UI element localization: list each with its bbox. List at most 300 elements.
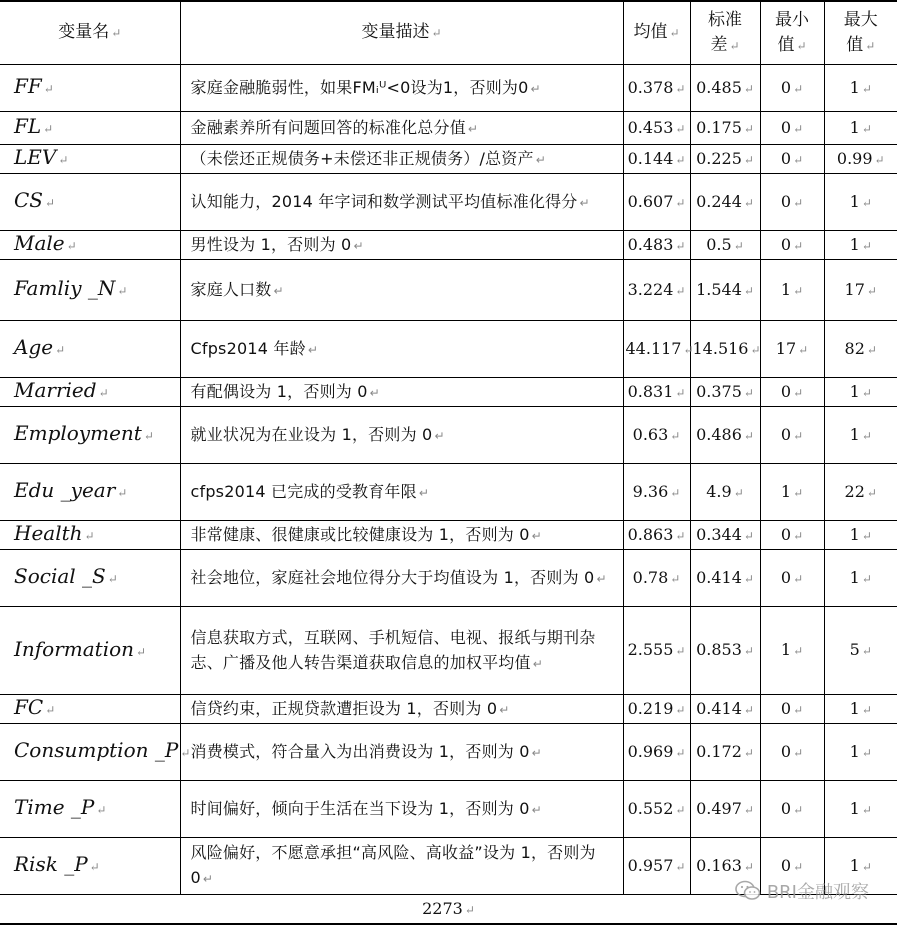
cell-sd-text: 14.516 <box>692 338 749 358</box>
table-row <box>0 781 897 838</box>
cell-min <box>760 695 824 724</box>
wechat-icon <box>735 880 761 902</box>
paragraph-mark-icon: ↵ <box>530 81 541 96</box>
cell-variable <box>0 607 180 695</box>
cell-sd-text: 0.485 <box>696 77 742 97</box>
cell-min-text: 1 <box>780 481 792 501</box>
cell-max <box>824 145 897 174</box>
cell-sd-text: 0.175 <box>696 117 742 137</box>
header-description: 变量描述 ↵ <box>180 1 623 65</box>
cell-description <box>180 174 623 231</box>
cell-sd-text: 0.344 <box>696 524 742 544</box>
header-sd: 标准差 ↵ <box>690 1 760 65</box>
header-min: 最小值 ↵ <box>760 1 824 65</box>
cell-sd <box>690 378 760 407</box>
paragraph-mark-icon: ↵ <box>793 283 804 298</box>
paragraph-mark-icon: ↵ <box>45 196 56 210</box>
cell-description-text: 家庭人口数 <box>190 279 272 299</box>
paragraph-mark-icon: ↵ <box>43 122 54 136</box>
watermark <box>735 878 869 904</box>
cell-mean-text: 0.219 <box>627 698 674 718</box>
paragraph-mark-icon: ↵ <box>793 859 804 874</box>
paragraph-mark-icon: ↵ <box>861 238 872 253</box>
cell-sd <box>690 65 760 112</box>
paragraph-mark-icon: ↵ <box>675 745 686 760</box>
cell-variable-text: Time _P <box>14 795 95 819</box>
paragraph-mark-icon: ↵ <box>793 195 804 210</box>
paragraph-mark-icon: ↵ <box>861 859 872 874</box>
cell-max-text: 1 <box>849 741 860 761</box>
cell-variable <box>0 65 180 112</box>
cell-variable-text: Famliy _N <box>14 276 116 300</box>
cell-min <box>760 378 824 407</box>
paragraph-mark-icon: ↵ <box>743 802 754 817</box>
cell-mean-text: 2.555 <box>627 640 674 659</box>
cell-sd-text: 0.497 <box>696 798 742 818</box>
cell-max-text: 1 <box>849 381 860 401</box>
cell-sd <box>690 231 760 260</box>
paragraph-mark-icon: ↵ <box>531 528 542 543</box>
paragraph-mark-icon: ↵ <box>683 342 694 357</box>
cell-mean <box>623 781 690 838</box>
cell-sd-text: 0.853 <box>696 640 742 659</box>
paragraph-mark-icon: ↵ <box>743 702 754 717</box>
paragraph-mark-icon: ↵ <box>793 152 804 167</box>
paragraph-mark-icon: ↵ <box>675 859 686 874</box>
cell-variable <box>0 838 180 895</box>
cell-variable <box>0 145 180 174</box>
cell-mean <box>623 260 690 321</box>
cell-description-text: 家庭金融脆弱性，如果FMᵢᵁ<0设为1，否则为0 <box>190 77 529 97</box>
paragraph-mark-icon: ↵ <box>793 802 804 817</box>
cell-description-text: cfps2014 已完成的受教育年限 <box>190 481 417 501</box>
cell-sd-text: 0.5 <box>706 234 732 254</box>
paragraph-mark-icon: ↵ <box>58 153 69 167</box>
cell-max-text: 22 <box>844 481 865 501</box>
cell-variable-text: Edu _year <box>14 478 116 502</box>
cell-sd-text: 0.172 <box>696 741 742 761</box>
paragraph-mark-icon: ↵ <box>675 121 686 136</box>
paragraph-mark-icon: ↵ <box>861 745 872 760</box>
table-row <box>0 695 897 724</box>
cell-min <box>760 607 824 695</box>
paragraph-mark-icon: ↵ <box>535 152 546 167</box>
cell-min <box>760 231 824 260</box>
cell-max <box>824 464 897 521</box>
cell-sd-text: 4.9 <box>706 481 732 501</box>
cell-min <box>760 464 824 521</box>
cell-variable <box>0 321 180 378</box>
cell-sd <box>690 321 760 378</box>
cell-max <box>824 607 897 695</box>
cell-description-text: 社会地位，家庭社会地位得分大于均值设为 1，否则为 0 <box>190 567 595 587</box>
paragraph-mark-icon: ↵ <box>96 803 107 817</box>
cell-sd-text: 0.414 <box>696 698 742 718</box>
cell-description <box>180 550 623 607</box>
cell-sd <box>690 695 760 724</box>
cell-max-text: 1 <box>849 77 860 97</box>
cell-variable-text: LEV <box>14 145 57 169</box>
cell-mean-text: 0.483 <box>627 234 674 254</box>
cell-variable <box>0 378 180 407</box>
paragraph-mark-icon: ↵ <box>793 485 804 500</box>
paragraph-mark-icon: ↵ <box>467 121 479 136</box>
cell-description <box>180 231 623 260</box>
paragraph-mark-icon: ↵ <box>43 82 54 96</box>
cell-min <box>760 321 824 378</box>
paragraph-mark-icon: ↵ <box>670 428 681 443</box>
paragraph-mark-icon: ↵ <box>89 860 100 874</box>
table-header-row <box>0 1 897 65</box>
cell-max-text: 1 <box>849 424 860 444</box>
paragraph-mark-icon: ↵ <box>861 802 872 817</box>
cell-min-text: 0 <box>780 567 792 587</box>
paragraph-mark-icon: ↵ <box>418 485 430 500</box>
cell-min-text: 0 <box>780 234 792 254</box>
cell-variable <box>0 407 180 464</box>
paragraph-mark-icon: ↵ <box>117 486 128 500</box>
cell-variable-text: Male <box>14 231 65 255</box>
table-row <box>0 378 897 407</box>
paragraph-mark-icon: ↵ <box>743 152 754 167</box>
paragraph-mark-icon: ↵ <box>743 121 754 136</box>
cell-description <box>180 145 623 174</box>
paragraph-mark-icon: ↵ <box>675 81 686 96</box>
cell-mean <box>623 695 690 724</box>
paragraph-mark-icon: ↵ <box>675 238 686 253</box>
cell-mean <box>623 407 690 464</box>
paragraph-mark-icon: ↵ <box>675 802 686 817</box>
cell-max <box>824 378 897 407</box>
cell-min-text: 0 <box>780 148 792 168</box>
paragraph-mark-icon: ↵ <box>743 81 754 96</box>
cell-mean-text: 44.117 <box>625 338 682 358</box>
header-max: 最大值 ↵ <box>824 1 897 65</box>
cell-min-text: 0 <box>780 381 792 401</box>
cell-min-text: 1 <box>780 640 792 659</box>
cell-max <box>824 321 897 378</box>
cell-min-text: 17 <box>775 338 797 358</box>
header-var-name: 变量名 ↵ <box>0 1 180 65</box>
cell-min-text: 0 <box>780 117 792 137</box>
cell-mean <box>623 607 690 695</box>
cell-description-text: 信息获取方式，互联网、手机短信、电视、报纸与期刊杂志、广播及他人转告渠道获取信息的加权平均值 <box>190 627 596 672</box>
cell-description <box>180 464 623 521</box>
cell-variable <box>0 550 180 607</box>
paragraph-mark-icon: ↵ <box>861 428 872 443</box>
cell-mean <box>623 550 690 607</box>
cell-mean-text: 0.957 <box>627 855 674 875</box>
paragraph-mark-icon: ↵ <box>733 238 744 253</box>
cell-min <box>760 145 824 174</box>
cell-min <box>760 781 824 838</box>
cell-max <box>824 65 897 112</box>
cell-variable <box>0 260 180 321</box>
cell-sd <box>690 145 760 174</box>
cell-max-text: 1 <box>849 191 860 211</box>
cell-mean <box>623 231 690 260</box>
cell-variable-text: Information <box>14 636 135 661</box>
cell-min <box>760 724 824 781</box>
paragraph-mark-icon: ↵ <box>66 239 77 253</box>
table-row <box>0 464 897 521</box>
watermark-text: BRI金融观察 <box>766 882 869 903</box>
cell-sd <box>690 724 760 781</box>
paragraph-mark-icon: ↵ <box>733 485 744 500</box>
paragraph-mark-icon: ↵ <box>180 746 191 760</box>
table-row <box>0 65 897 112</box>
cell-mean-text: 0.863 <box>627 524 674 544</box>
cell-max-text: 5 <box>849 640 860 659</box>
cell-description <box>180 695 623 724</box>
cell-mean-text: 3.224 <box>627 279 674 299</box>
cell-mean-text: 0.453 <box>627 117 674 137</box>
paragraph-mark-icon: ↵ <box>743 283 754 298</box>
cell-sd-text: 0.244 <box>696 191 742 211</box>
cell-max-text: 1 <box>849 855 860 875</box>
paragraph-mark-icon: ↵ <box>866 283 877 298</box>
cell-mean <box>623 321 694 378</box>
cell-sd-text: 0.225 <box>696 148 742 168</box>
cell-variable-text: FF <box>14 74 42 98</box>
paragraph-mark-icon: ↵ <box>743 571 754 586</box>
paragraph-mark-icon: ↵ <box>743 859 754 874</box>
cell-description-text: 信贷约束，正规贷款遭拒设为 1，否则为 0 <box>190 698 498 718</box>
cell-variable-text: Social _S <box>14 564 106 588</box>
cell-mean <box>623 464 690 521</box>
cell-max-text: 17 <box>844 279 865 299</box>
cell-mean-text: 0.144 <box>627 148 674 168</box>
cell-sd <box>690 781 760 838</box>
paragraph-mark-icon: ↵ <box>675 385 686 400</box>
cell-variable-text: Employment <box>14 421 142 445</box>
cell-max <box>824 781 897 838</box>
cell-sd <box>690 521 760 550</box>
paragraph-mark-icon: ↵ <box>861 121 872 136</box>
table-row <box>0 724 897 781</box>
cell-description <box>180 781 623 838</box>
cell-description-text: 有配偶设为 1，否则为 0 <box>190 381 368 401</box>
paragraph-mark-icon: ↵ <box>743 428 754 443</box>
paragraph-mark-icon: ↵ <box>675 283 686 298</box>
cell-mean <box>623 174 690 231</box>
table-row <box>0 607 897 695</box>
cell-min-text: 1 <box>780 279 792 299</box>
cell-min-text: 0 <box>780 798 792 818</box>
cell-sd <box>690 464 760 521</box>
cell-mean <box>623 112 690 145</box>
paragraph-mark-icon: ↵ <box>499 702 510 717</box>
paragraph-mark-icon: ↵ <box>866 342 877 357</box>
table-row <box>0 521 897 550</box>
cell-max <box>824 231 897 260</box>
paragraph-mark-icon: ↵ <box>743 528 754 543</box>
cell-min-text: 0 <box>780 855 792 875</box>
cell-max <box>824 260 897 321</box>
paragraph-mark-icon: ↵ <box>798 342 809 357</box>
cell-min <box>760 65 824 112</box>
paragraph-mark-icon: ↵ <box>434 428 445 443</box>
paragraph-mark-icon: ↵ <box>531 802 542 817</box>
paragraph-mark-icon: ↵ <box>874 152 885 167</box>
paragraph-mark-icon: ↵ <box>55 343 66 357</box>
cell-description-text: 消费模式，符合量入为出消费设为 1，否则为 0 <box>190 741 530 761</box>
cell-sd-text: 0.375 <box>696 381 742 401</box>
cell-mean <box>623 378 690 407</box>
cell-min <box>760 260 824 321</box>
paragraph-mark-icon: ↵ <box>45 703 56 717</box>
cell-max-text: 1 <box>849 798 860 818</box>
paragraph-mark-icon: ↵ <box>793 385 804 400</box>
cell-min-text: 0 <box>780 741 792 761</box>
cell-description-text: 男性设为 1，否则为 0 <box>190 234 352 254</box>
paragraph-mark-icon: ↵ <box>861 195 872 210</box>
paragraph-mark-icon: ↵ <box>793 702 804 717</box>
cell-sd <box>690 112 760 145</box>
cell-description-text: 时间偏好，倾向于生活在当下设为 1，否则为 0 <box>190 798 530 818</box>
cell-mean <box>623 145 690 174</box>
paragraph-mark-icon: ↵ <box>793 428 804 443</box>
paragraph-mark-icon: ↵ <box>307 342 319 357</box>
cell-variable-text: Risk _P <box>14 852 88 876</box>
cell-variable <box>0 521 180 550</box>
cell-max <box>824 112 897 145</box>
cell-min <box>760 550 824 607</box>
table-row <box>0 174 897 231</box>
cell-variable <box>0 695 180 724</box>
cell-description <box>180 112 623 145</box>
paragraph-mark-icon: ↵ <box>369 385 380 400</box>
paragraph-mark-icon: ↵ <box>202 872 214 886</box>
paragraph-mark-icon: ↵ <box>866 485 877 500</box>
cell-sd-text: 0.414 <box>696 567 742 587</box>
paragraph-mark-icon: ↵ <box>861 702 872 717</box>
paragraph-mark-icon: ↵ <box>531 745 542 760</box>
cell-variable <box>0 724 191 781</box>
cell-min <box>760 174 824 231</box>
cell-variable <box>0 174 180 231</box>
paragraph-mark-icon: ↵ <box>273 283 284 298</box>
cell-max <box>824 407 897 464</box>
paragraph-mark-icon: ↵ <box>136 644 147 659</box>
cell-mean <box>623 521 690 550</box>
cell-description-text: 风险偏好，不愿意承担“高风险、高收益”设为 1，否则为 0 <box>190 843 596 887</box>
paragraph-mark-icon: ↵ <box>861 528 872 543</box>
cell-min <box>760 521 824 550</box>
cell-description <box>180 260 623 321</box>
table-row <box>0 260 897 321</box>
cell-variable <box>0 464 180 521</box>
table-row <box>0 145 897 174</box>
cell-mean-text: 0.607 <box>627 191 674 211</box>
paragraph-mark-icon: ↵ <box>861 385 872 400</box>
cell-description <box>180 321 623 378</box>
cell-sd <box>690 607 760 695</box>
cell-variable-text: Age <box>14 335 54 359</box>
cell-description <box>180 407 623 464</box>
paragraph-mark-icon: ↵ <box>670 485 681 500</box>
cell-variable-text: Consumption _P <box>14 738 179 762</box>
cell-max <box>824 174 897 231</box>
paragraph-mark-icon: ↵ <box>793 745 804 760</box>
cell-description-text: 就业状况为在业设为 1，否则为 0 <box>190 424 433 444</box>
cell-mean-text: 0.831 <box>627 381 674 401</box>
cell-min-text: 0 <box>780 698 792 718</box>
cell-mean-text: 0.63 <box>632 424 669 444</box>
paragraph-mark-icon: ↵ <box>743 385 754 400</box>
cell-sd <box>690 407 760 464</box>
paragraph-mark-icon: ↵ <box>743 195 754 210</box>
cell-sd-text: 0.163 <box>696 855 742 875</box>
cell-min-text: 0 <box>780 424 792 444</box>
cell-variable <box>0 112 180 145</box>
cell-variable-text: Health <box>14 521 83 545</box>
paragraph-mark-icon: ↵ <box>84 529 95 543</box>
table-body <box>0 65 897 925</box>
cell-mean-text: 0.969 <box>627 741 674 761</box>
cell-max <box>824 550 897 607</box>
cell-mean <box>623 838 690 895</box>
cell-mean <box>623 724 690 781</box>
table-row <box>0 112 897 145</box>
paragraph-mark-icon: ↵ <box>532 656 543 671</box>
header-mean: 均值 ↵ <box>623 1 690 65</box>
cell-mean-text: 0.378 <box>627 77 674 97</box>
cell-sd-text: 1.544 <box>696 279 742 299</box>
paragraph-mark-icon: ↵ <box>793 571 804 586</box>
cell-sd <box>690 174 760 231</box>
paragraph-mark-icon: ↵ <box>117 284 128 298</box>
table-row <box>0 407 897 464</box>
cell-max <box>824 724 897 781</box>
paragraph-mark-icon: ↵ <box>793 121 804 136</box>
cell-mean <box>623 65 690 112</box>
paragraph-mark-icon: ↵ <box>98 386 109 400</box>
paragraph-mark-icon: ↵ <box>793 528 804 543</box>
paragraph-mark-icon: ↵ <box>793 644 804 658</box>
cell-description-text: 认知能力，2014 年字词和数学测试平均值标准化得分 <box>190 191 578 211</box>
paragraph-mark-icon: ↵ <box>675 195 686 210</box>
cell-variable <box>0 231 180 260</box>
cell-min <box>760 407 824 464</box>
paragraph-mark-icon: ↵ <box>143 429 154 443</box>
paragraph-mark-icon: ↵ <box>464 902 475 917</box>
paragraph-mark-icon: ↵ <box>579 195 590 210</box>
cell-min-text: 0 <box>780 191 792 211</box>
cell-min <box>760 112 824 145</box>
cell-sd <box>690 550 760 607</box>
cell-description <box>180 607 623 695</box>
paragraph-mark-icon: ↵ <box>107 572 118 586</box>
paragraph-mark-icon: ↵ <box>793 238 804 253</box>
paragraph-mark-icon: ↵ <box>750 342 761 357</box>
paragraph-mark-icon: ↵ <box>861 571 872 586</box>
cell-variable-text: CS <box>14 188 44 212</box>
paragraph-mark-icon: ↵ <box>675 702 686 717</box>
cell-description <box>180 378 623 407</box>
cell-description-text: 金融素养所有问题回答的标准化总分值 <box>190 117 466 137</box>
cell-variable-text: FL <box>14 114 42 138</box>
cell-min-text: 0 <box>780 524 792 544</box>
paragraph-mark-icon: ↵ <box>743 745 754 760</box>
cell-max-text: 0.99 <box>836 148 873 168</box>
cell-description-text: 非常健康、很健康或比较健康设为 1，否则为 0 <box>190 524 530 544</box>
cell-variable-text: Married <box>14 378 97 402</box>
cell-mean-text: 0.78 <box>632 567 669 587</box>
paragraph-mark-icon: ↵ <box>861 81 872 96</box>
cell-min-text: 0 <box>780 77 792 97</box>
cell-mean-text: 9.36 <box>632 481 669 501</box>
